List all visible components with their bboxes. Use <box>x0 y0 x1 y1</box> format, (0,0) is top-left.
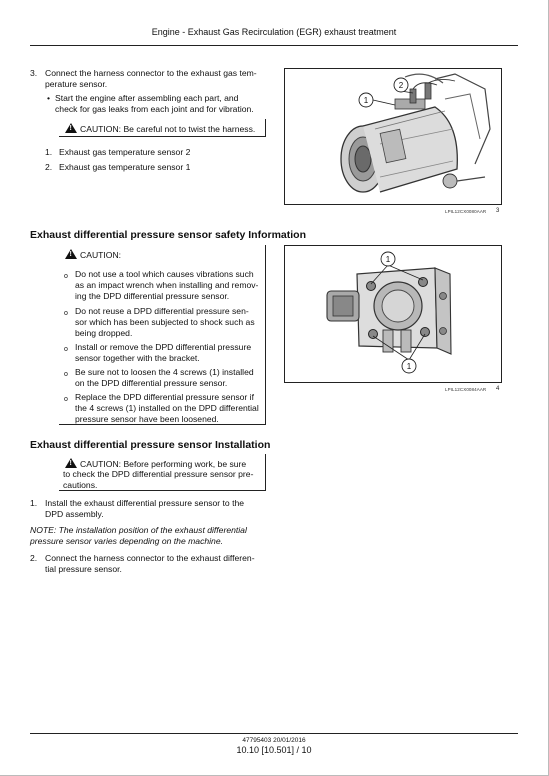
legend-1-number: 1. <box>45 147 53 157</box>
safety-item-2-line1: Do not reuse a DPD differential pressure sen- <box>75 306 249 316</box>
egr-sensors-illustration <box>285 69 501 204</box>
step-3-bullet-line2: check for gas leaks from each joint and for vibration. <box>55 104 254 114</box>
install-step-1-line1: Install the exhaust differential pressure sensor to the <box>45 498 245 508</box>
legend-2-label: Exhaust gas temperature sensor 1 <box>59 162 191 172</box>
dpd-sensor-illustration <box>285 246 501 382</box>
warning-triangle-icon <box>65 458 77 468</box>
safety-item-2-line3: being dropped. <box>75 328 133 338</box>
header-divider <box>30 45 518 46</box>
install-step-1-line2: DPD assembly. <box>45 509 104 519</box>
bullet-dot: • <box>47 93 51 103</box>
figure-4-number: 4 <box>496 386 500 392</box>
bullet-circle: o <box>64 310 68 317</box>
warning-triangle-icon <box>65 123 77 133</box>
warning-triangle-icon <box>65 249 77 259</box>
safety-item-4-line1: Be sure not to loosen the 4 screws (1) installed <box>75 367 254 377</box>
safety-item-5-line3: pressure sensor have been loosened. <box>75 414 219 424</box>
step-3-line1: Connect the harness connector to the exhaust gas tem- <box>45 68 257 78</box>
step-3-number: 3. <box>30 68 38 78</box>
caution-harness-text: !CAUTION: Be careful not to twist the harness. <box>65 123 255 135</box>
section-heading-installation: Exhaust differential pressure sensor Installation <box>30 439 271 451</box>
bullet-circle: o <box>64 396 68 403</box>
footer-divider <box>30 733 518 734</box>
install-step-1-number: 1. <box>30 498 38 508</box>
document-id: 47795403 20/01/2016 <box>242 737 306 744</box>
section-heading-safety: Exhaust differential pressure sensor safety Information <box>30 229 306 241</box>
callout-1-bottom-label: 1 <box>406 362 412 371</box>
legend-1-label: Exhaust gas temperature sensor 2 <box>59 147 191 157</box>
safety-item-5-line2: the 4 screws (1) installed on the DPD differential <box>75 403 259 413</box>
safety-item-1-line1: Do not use a tool which causes vibrations such <box>75 269 254 279</box>
install-step-2-line2: tial pressure sensor. <box>45 564 122 574</box>
step-3-line2: perature sensor. <box>45 79 108 89</box>
bullet-circle: o <box>64 371 68 378</box>
legend-2-number: 2. <box>45 162 53 172</box>
safety-item-3-line1: Install or remove the DPD differential pressure <box>75 342 252 352</box>
page-header: Engine - Exhaust Gas Recirculation (EGR) exhaust treatment <box>151 27 397 37</box>
callout-1-top-label: 1 <box>385 255 391 264</box>
note-line2: pressure sensor varies depending on the machine. <box>30 536 223 546</box>
install-step-2-line1: Connect the harness connector to the exhaust differen- <box>45 553 255 563</box>
callout-1-label: 1 <box>363 96 369 105</box>
figure-3-reference: LPIL12CX0080AAR <box>445 209 487 214</box>
bullet-circle: o <box>64 346 68 353</box>
bullet-circle: o <box>64 273 68 280</box>
page-number: 10.10 [10.501] / 10 <box>236 745 312 755</box>
step-3-bullet-line1: Start the engine after assembling each part, and <box>55 93 239 103</box>
caution-installation-line1: !CAUTION: Before performing work, be sure <box>65 458 246 470</box>
safety-item-2-line2: sor which has been subjected to shock such as <box>75 317 255 327</box>
figure-dpd-sensor <box>284 245 502 383</box>
figure-egr-sensors <box>284 68 502 205</box>
caution-installation-line3: cautions. <box>63 480 98 490</box>
install-step-2-number: 2. <box>30 553 38 563</box>
safety-item-1-line3: ing the DPD differential pressure sensor. <box>75 291 230 301</box>
note-line1: NOTE: The installation position of the exhaust differential <box>30 525 247 535</box>
caution-installation-line2: to check the DPD differential pressure sensor pre- <box>63 469 254 479</box>
safety-item-4-line2: on the DPD differential pressure sensor. <box>75 378 228 388</box>
safety-item-3-line2: sensor together with the bracket. <box>75 353 200 363</box>
callout-2-label: 2 <box>398 81 404 90</box>
caution-safety-label: !CAUTION: <box>65 249 121 261</box>
figure-3-number: 3 <box>496 208 500 214</box>
safety-item-1-line2: as an impact wrench when installing and remov- <box>75 280 259 290</box>
figure-4-reference: LPIL12CX0084AAR <box>445 387 487 392</box>
safety-item-5-line1: Replace the DPD differential pressure sensor if <box>75 392 254 402</box>
